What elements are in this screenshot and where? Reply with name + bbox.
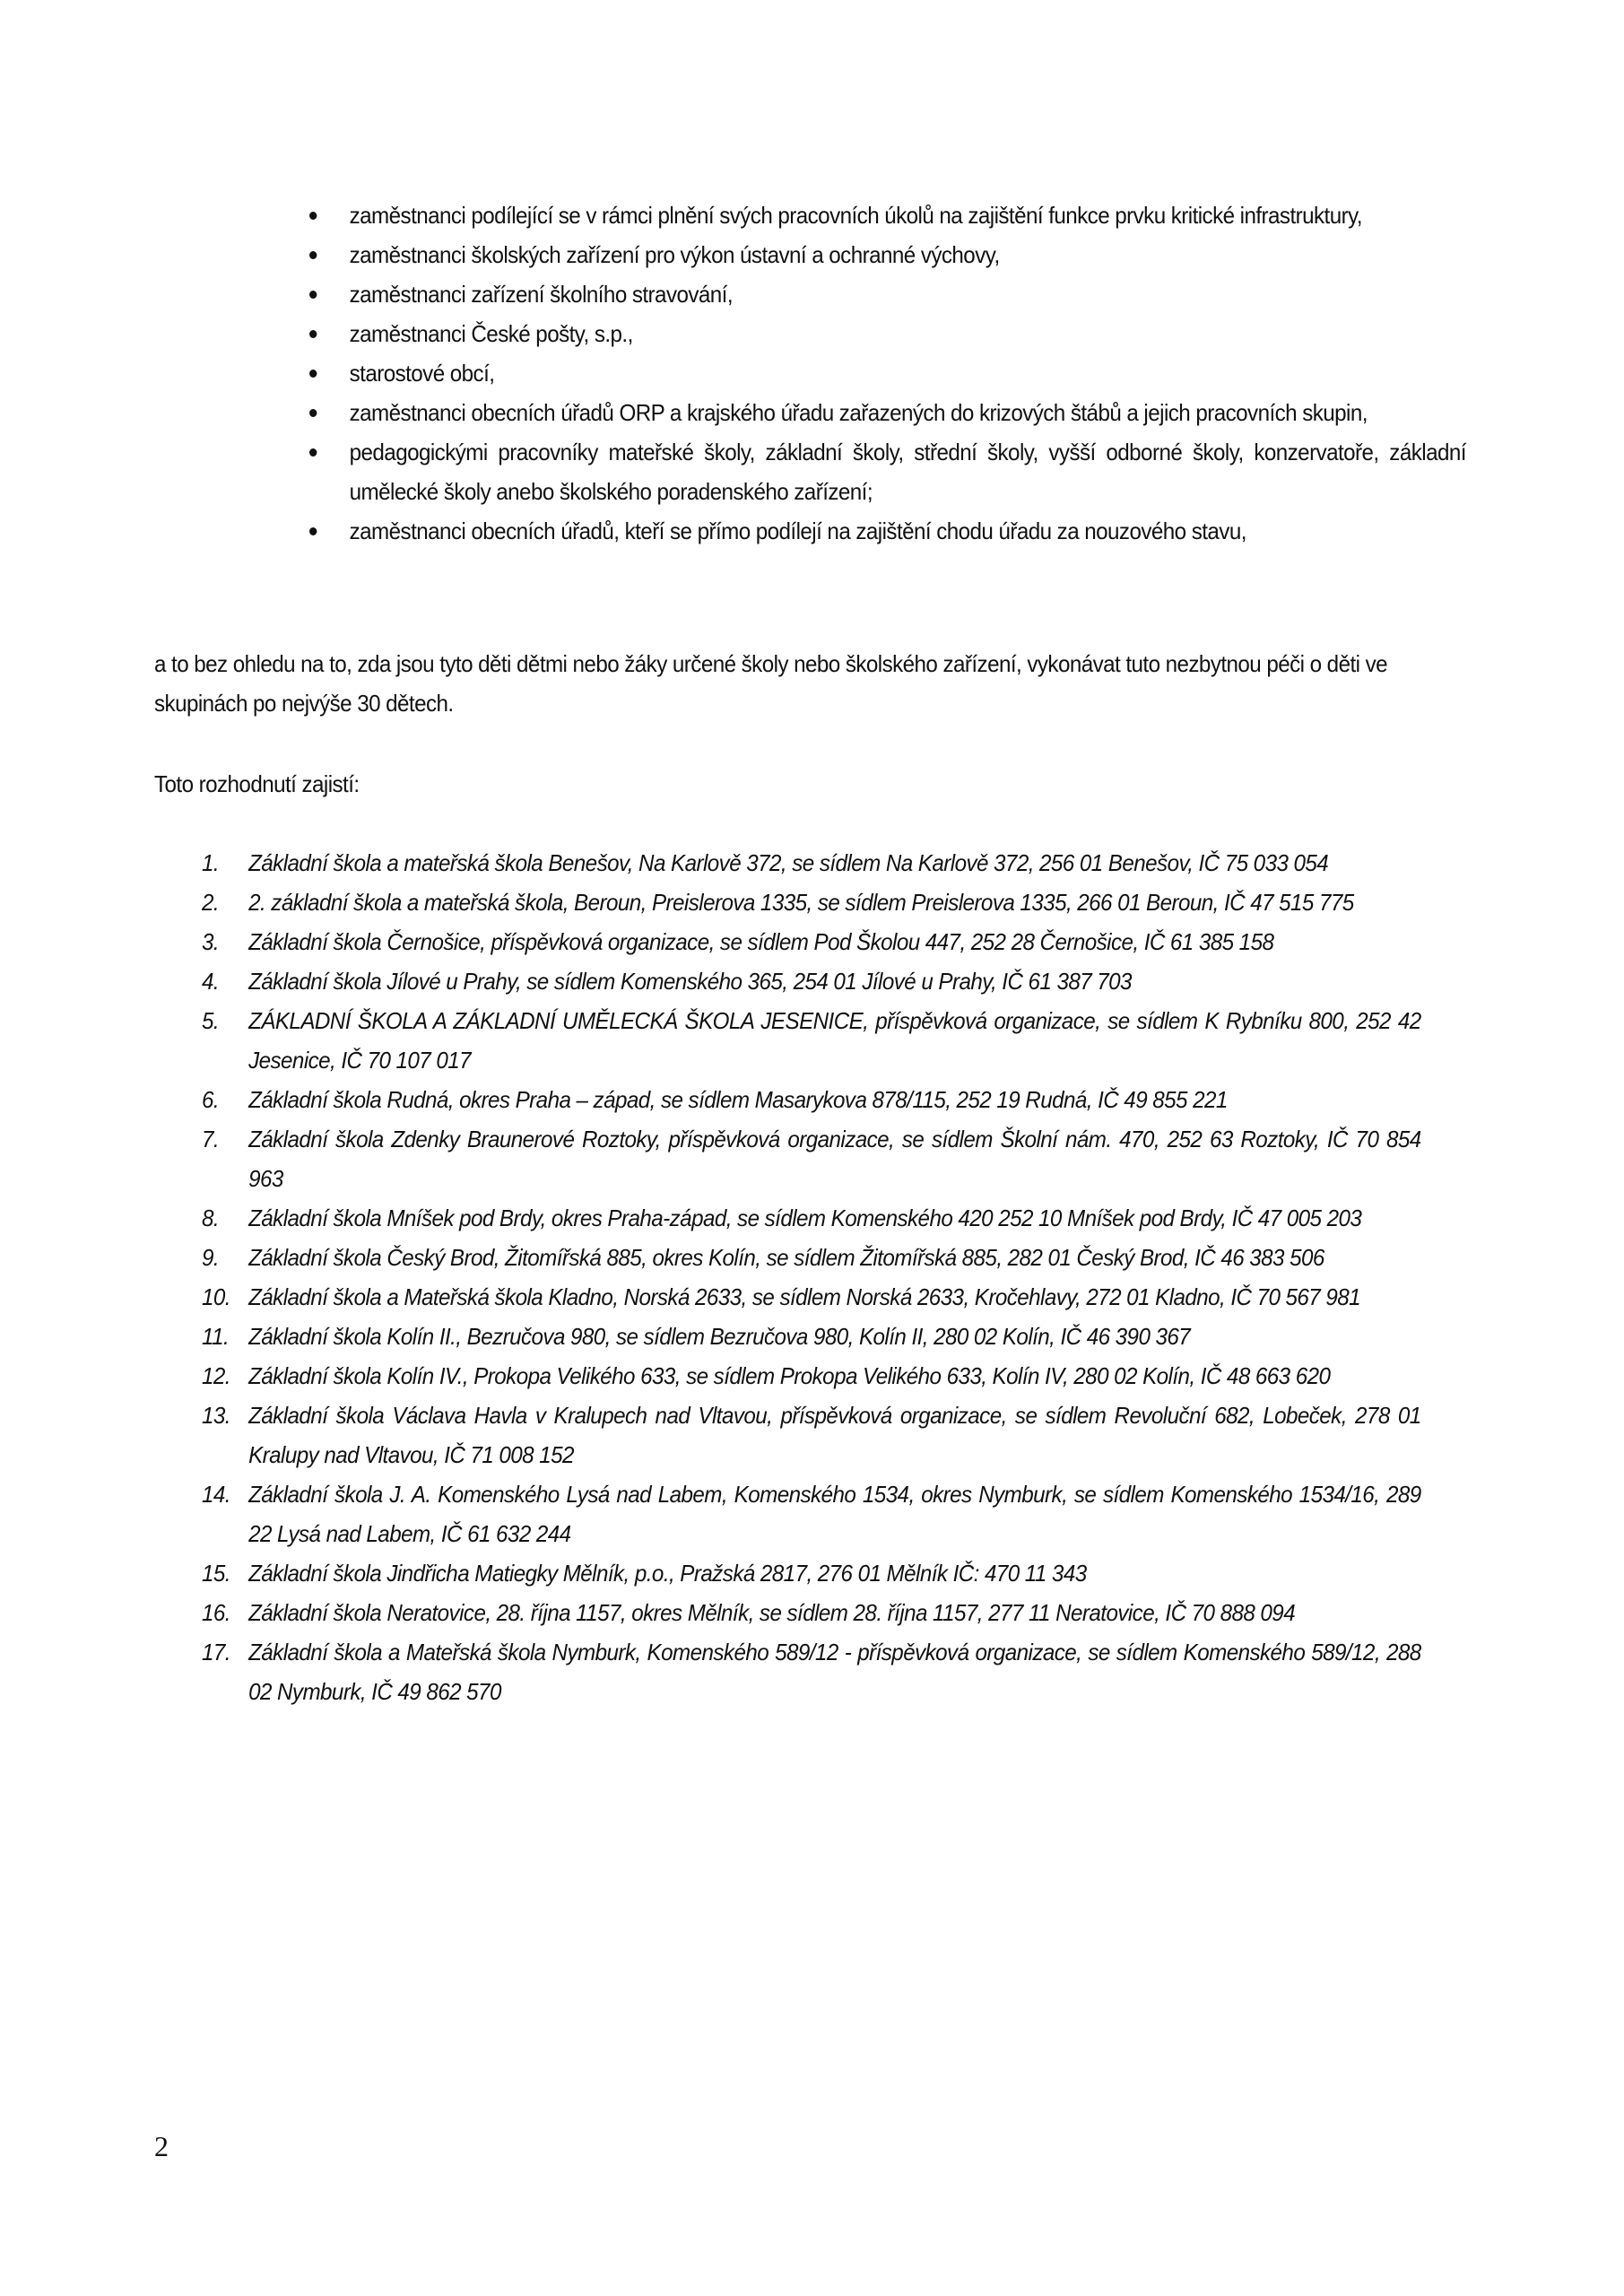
item-number: 10. [202, 1283, 230, 1310]
list-item: starostové obcí, [309, 353, 1466, 393]
item-number: 16. [202, 1599, 230, 1626]
item-number: 17. [202, 1639, 230, 1665]
school-item [202, 1474, 1421, 1553]
item-text: 2. základní škola a mateřská škola, Beroun, Preislerova 1335, se sídlem Preislerova 1335, 266 01 Beroun, IČ 47 515 775 [248, 889, 1354, 916]
item-number: 3. [202, 928, 220, 955]
item-text: Základní škola Černošice, příspěvková organizace, se sídlem Pod Školou 447, 252 28 Černošice, IČ 61 385 158 [248, 928, 1274, 955]
item-number: 4. [202, 968, 220, 995]
decision-intro: Toto rozhodnutí zajistí: [154, 770, 360, 797]
item-number: 8. [202, 1205, 220, 1231]
page-number: 2 [154, 2130, 169, 2162]
continuation-paragraph: a to bez ohledu na to, zda jsou tyto děti dětmi nebo žáky určené školy nebo školského zařízení, vykonávat tuto nezbytnou péči o děti ve skupinách po nejvýše 30 dětech. [154, 650, 1388, 717]
item-number: 9. [202, 1244, 220, 1271]
list-item: zaměstnanci podílející se v rámci plnění svých pracovních úkolů na zajištění funkce prvku kritické infrastruktury, [309, 196, 1466, 235]
school-item [202, 1553, 1421, 1593]
school-item [202, 883, 1421, 922]
item-number: 6. [202, 1086, 220, 1113]
item-number: 14. [202, 1481, 230, 1508]
item-text: Základní škola Jílové u Prahy, se sídlem Komenského 365, 254 01 Jílové u Prahy, IČ 61 387 703 [248, 968, 1132, 995]
item-number: 7. [202, 1126, 220, 1152]
employee-category-list [309, 196, 1466, 551]
school-item [202, 1001, 1421, 1080]
item-text: Základní škola Zdenky Braunerové Roztoky, příspěvková organizace, se sídlem Školní nám. 470, 252 63 Roztoky, IČ 70 854 963 [248, 1126, 1421, 1192]
school-item [202, 1080, 1421, 1119]
school-item [202, 1277, 1421, 1317]
item-text: Základní škola Český Brod, Žitomířská 885, okres Kolín, se sídlem Žitomířská 885, 282 01 Český Brod, IČ 46 383 506 [248, 1244, 1324, 1271]
item-number: 13. [202, 1402, 230, 1429]
item-text: Základní škola a Mateřská škola Kladno, Norská 2633, se sídlem Norská 2633, Kročehlavy, 272 01 Kladno, IČ 70 567 981 [248, 1283, 1361, 1310]
school-item [202, 1396, 1421, 1474]
school-item [202, 1632, 1421, 1711]
item-text: Základní škola a mateřská škola Benešov, Na Karlově 372, se sídlem Na Karlově 372, 256 01 Benešov, IČ 75 033 054 [248, 849, 1329, 876]
list-item: zaměstnanci obecních úřadů, kteří se přímo podílejí na zajištění chodu úřadu za nouzového stavu, [309, 511, 1466, 551]
item-number: 2. [202, 889, 220, 916]
school-item [202, 1317, 1421, 1356]
item-text: Základní škola a Mateřská škola Nymburk, Komenského 589/12 - příspěvková organizace, se sídlem Komenského 589/12, 288 02 Nymburk, IČ 49 862 570 [248, 1639, 1421, 1705]
item-text: Základní škola Kolín II., Bezručova 980, se sídlem Bezručova 980, Kolín II, 280 02 Kolín, IČ 46 390 367 [248, 1323, 1191, 1350]
school-list [202, 843, 1421, 1711]
list-item: pedagogickými pracovníky mateřské školy, základní školy, střední školy, vyšší odborné školy, konzervatoře, základní umělecké školy anebo školského poradenského zařízení; [309, 432, 1466, 511]
item-text: Základní škola Jindřicha Matiegky Mělník, p.o., Pražská 2817, 276 01 Mělník IČ: 470 11 343 [248, 1560, 1087, 1587]
list-item: zaměstnanci školských zařízení pro výkon ústavní a ochranné výchovy, [309, 235, 1466, 274]
item-text: Základní škola Mníšek pod Brdy, okres Praha-západ, se sídlem Komenského 420 252 10 Mníšek pod Brdy, IČ 47 005 203 [248, 1205, 1362, 1231]
school-item [202, 1593, 1421, 1632]
item-text: Základní škola Neratovice, 28. října 1157, okres Mělník, se sídlem 28. října 1157, 277 11 Neratovice, IČ 70 888 094 [248, 1599, 1296, 1626]
school-item [202, 1356, 1421, 1396]
school-item [202, 1198, 1421, 1238]
item-text: Základní škola Václava Havla v Kralupech nad Vltavou, příspěvková organizace, se sídlem Revoluční 682, Lobeček, 278 01 Kralupy nad Vltavou, IČ 71 008 152 [248, 1402, 1421, 1468]
item-text: Základní škola Kolín IV., Prokopa Velikého 633, se sídlem Prokopa Velikého 633, Kolín IV, 280 02 Kolín, IČ 48 663 620 [248, 1362, 1331, 1389]
school-item [202, 843, 1421, 883]
list-item: zaměstnanci České pošty, s.p., [309, 314, 1466, 353]
school-item [202, 961, 1421, 1001]
item-text: Základní škola J. A. Komenského Lysá nad Labem, Komenského 1534, okres Nymburk, se sídlem Komenského 1534/16, 289 22 Lysá nad Labem, IČ 61 632 244 [248, 1481, 1421, 1547]
school-item [202, 1119, 1421, 1198]
school-item [202, 1238, 1421, 1277]
item-number: 15. [202, 1560, 230, 1587]
item-number: 1. [202, 849, 220, 876]
item-number: 11. [202, 1323, 230, 1350]
item-text: Základní škola Rudná, okres Praha – západ, se sídlem Masarykova 878/115, 252 19 Rudná, IČ 49 855 221 [248, 1086, 1228, 1113]
list-item: zaměstnanci zařízení školního stravování, [309, 274, 1466, 314]
item-number: 12. [202, 1362, 230, 1389]
item-text: ZÁKLADNÍ ŠKOLA A ZÁKLADNÍ UMĚLECKÁ ŠKOLA JESENICE, příspěvková organizace, se sídlem K Rybníku 800, 252 42 Jesenice, IČ 70 107 017 [248, 1007, 1421, 1074]
school-item [202, 922, 1421, 961]
item-number: 5. [202, 1007, 220, 1034]
list-item: zaměstnanci obecních úřadů ORP a krajského úřadu zařazených do krizových štábů a jejich pracovních skupin, [309, 393, 1466, 432]
